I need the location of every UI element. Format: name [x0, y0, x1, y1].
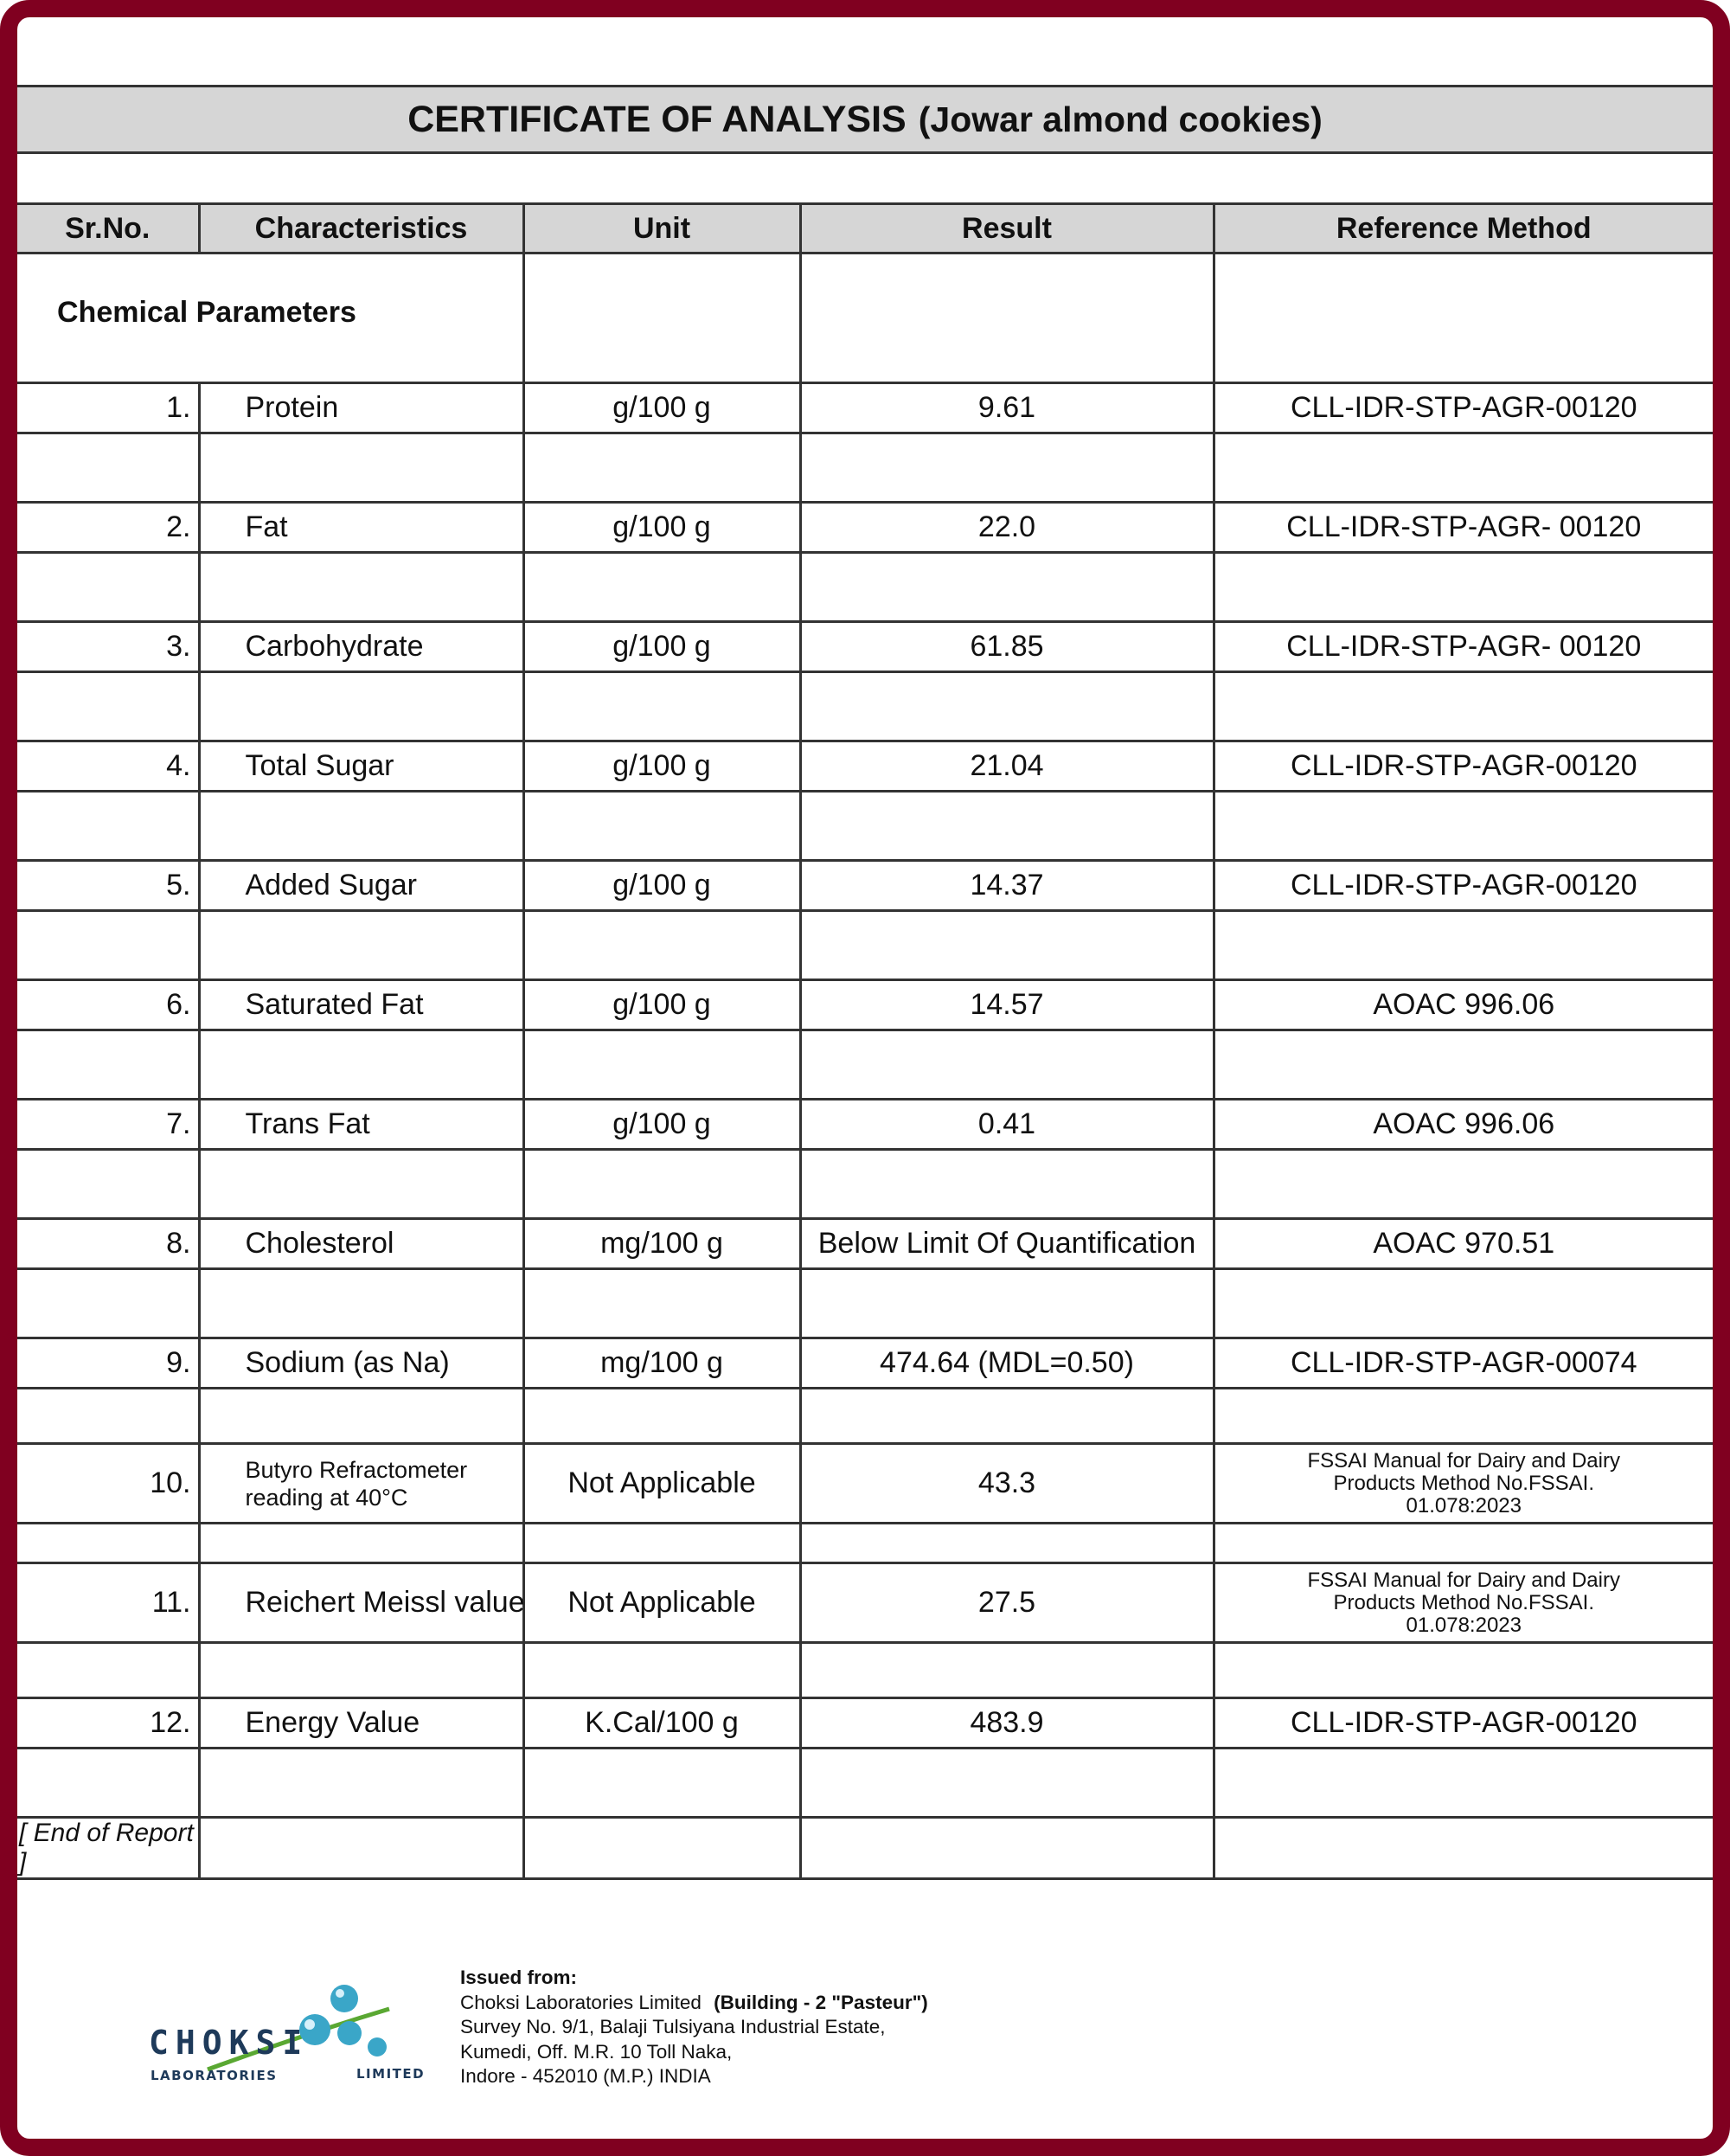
end-row — [17, 1818, 1713, 1879]
characteristic: Sodium (as Na) — [199, 1338, 523, 1389]
sr-no: 9. — [17, 1338, 199, 1389]
table-row — [17, 383, 1713, 433]
end-of-report: [ End of Report ] — [17, 1818, 199, 1879]
sr-no: 4. — [17, 741, 199, 792]
spacer-row — [17, 672, 1713, 741]
address-line: Kumedi, Off. M.R. 10 Toll Naka, — [460, 2040, 733, 2063]
sr-no: 7. — [17, 1100, 199, 1150]
product-name: (Jowar almond cookies) — [918, 99, 1323, 139]
header-unit: Unit — [523, 204, 800, 253]
logo-tagline-right: LIMITED — [356, 2066, 426, 2082]
footer — [17, 1933, 1713, 2140]
issued-label: Issued from: — [460, 1967, 578, 1988]
unit: mg/100 g — [523, 1338, 800, 1389]
header-sr-no: Sr.No. — [17, 204, 199, 253]
spacer-row — [17, 1269, 1713, 1338]
unit: g/100 g — [523, 980, 800, 1030]
characteristic: Protein — [199, 383, 523, 433]
sr-no: 3. — [17, 622, 199, 672]
characteristic: Cholesterol — [199, 1219, 523, 1269]
result: 14.57 — [800, 980, 1214, 1030]
table-header-row — [17, 204, 1713, 253]
sr-no: 12. — [17, 1698, 199, 1749]
logo-name: CHOKSI — [149, 2024, 310, 2062]
characteristic: Reichert Meissl value — [199, 1563, 523, 1643]
section-title: Chemical Parameters — [17, 253, 523, 383]
spacer-row — [17, 1389, 1713, 1444]
table-row — [17, 1698, 1713, 1749]
result: 14.37 — [800, 861, 1214, 911]
building-name: (Building - 2 "Pasteur") — [714, 1991, 928, 2013]
characteristic: Saturated Fat — [199, 980, 523, 1030]
spacer-row — [17, 1749, 1713, 1818]
unit: g/100 g — [523, 383, 800, 433]
result: 22.0 — [800, 503, 1214, 553]
reference-method-line: Products Method No.FSSAI. — [1333, 1471, 1594, 1495]
characteristic — [199, 1444, 523, 1524]
unit: mg/100 g — [523, 1219, 800, 1269]
reference-method: CLL-IDR-STP-AGR-00074 — [1214, 1338, 1713, 1389]
unit: Not Applicable — [523, 1444, 800, 1524]
table-row — [17, 503, 1713, 553]
table-row — [17, 980, 1713, 1030]
company-line — [460, 1991, 928, 2016]
reference-method — [1214, 1563, 1713, 1643]
table-row — [17, 622, 1713, 672]
reference-method: AOAC 970.51 — [1214, 1219, 1713, 1269]
reference-method: CLL-IDR-STP-AGR- 00120 — [1214, 503, 1713, 553]
unit: g/100 g — [523, 622, 800, 672]
reference-method-line: FSSAI Manual for Dairy and Dairy — [1307, 1448, 1620, 1473]
reference-method-line: 01.078:2023 — [1406, 1493, 1522, 1518]
reference-method: AOAC 996.06 — [1214, 980, 1713, 1030]
address-line: Survey No. 9/1, Balaji Tulsiyana Industrial Estate, — [460, 2016, 886, 2037]
table-row — [17, 1563, 1713, 1643]
characteristic: Added Sugar — [199, 861, 523, 911]
sr-no: 8. — [17, 1219, 199, 1269]
characteristic: Total Sugar — [199, 741, 523, 792]
characteristic: Energy Value — [199, 1698, 523, 1749]
company-name: Choksi Laboratories Limited — [460, 1991, 702, 2013]
table-row — [17, 1444, 1713, 1524]
characteristic: Fat — [199, 503, 523, 553]
result: 43.3 — [800, 1444, 1214, 1524]
header-reference-method: Reference Method — [1214, 204, 1713, 253]
table-row — [17, 1338, 1713, 1389]
result: 9.61 — [800, 383, 1214, 433]
characteristic: Trans Fat — [199, 1100, 523, 1150]
table-row — [17, 741, 1713, 792]
reference-method: CLL-IDR-STP-AGR-00120 — [1214, 861, 1713, 911]
logo-bubble — [330, 1985, 358, 2012]
issued-from-block — [460, 1966, 928, 2089]
reference-method: CLL-IDR-STP-AGR- 00120 — [1214, 622, 1713, 672]
result: 0.41 — [800, 1100, 1214, 1150]
reference-method: AOAC 996.06 — [1214, 1100, 1713, 1150]
spacer-row — [17, 1030, 1713, 1100]
result: Below Limit Of Quantification — [800, 1219, 1214, 1269]
sr-no: 10. — [17, 1444, 199, 1524]
result: 27.5 — [800, 1563, 1214, 1643]
choksi-logo — [130, 1967, 458, 2097]
logo-bubble — [337, 2021, 362, 2045]
logo-bubble — [368, 2037, 387, 2057]
characteristic-line: reading at 40°C — [245, 1484, 408, 1511]
logo-tagline-left: LABORATORIES — [151, 2068, 278, 2083]
characteristic-line: Butyro Refractometer — [245, 1456, 468, 1483]
unit: g/100 g — [523, 503, 800, 553]
sr-no: 6. — [17, 980, 199, 1030]
reference-method: CLL-IDR-STP-AGR-00120 — [1214, 741, 1713, 792]
spacer-row — [17, 1150, 1713, 1219]
result: 483.9 — [800, 1698, 1214, 1749]
title-bar — [17, 85, 1713, 154]
address-line: Indore - 452010 (M.P.) INDIA — [460, 2065, 711, 2087]
result: 21.04 — [800, 741, 1214, 792]
reference-method: CLL-IDR-STP-AGR-00120 — [1214, 1698, 1713, 1749]
analysis-table — [17, 202, 1713, 1880]
reference-method-line: FSSAI Manual for Dairy and Dairy — [1307, 1568, 1620, 1592]
spacer-row — [17, 1643, 1713, 1698]
table-row — [17, 1219, 1713, 1269]
spacer-row — [17, 792, 1713, 861]
section-row — [17, 253, 1713, 383]
certificate-title: CERTIFICATE OF ANALYSIS — [407, 98, 907, 140]
reference-method — [1214, 1444, 1713, 1524]
result: 474.64 (MDL=0.50) — [800, 1338, 1214, 1389]
characteristic: Carbohydrate — [199, 622, 523, 672]
table-row — [17, 861, 1713, 911]
sr-no: 5. — [17, 861, 199, 911]
reference-method-line: 01.078:2023 — [1406, 1613, 1522, 1637]
spacer-row — [17, 1524, 1713, 1563]
header-result: Result — [800, 204, 1214, 253]
spacer-row — [17, 433, 1713, 503]
table-row — [17, 1100, 1713, 1150]
spacer-row — [17, 911, 1713, 980]
sr-no: 11. — [17, 1563, 199, 1643]
unit: Not Applicable — [523, 1563, 800, 1643]
spacer-row — [17, 553, 1713, 622]
unit: K.Cal/100 g — [523, 1698, 800, 1749]
unit: g/100 g — [523, 861, 800, 911]
result: 61.85 — [800, 622, 1214, 672]
header-characteristics: Characteristics — [199, 204, 523, 253]
reference-method-line: Products Method No.FSSAI. — [1333, 1590, 1594, 1614]
unit: g/100 g — [523, 741, 800, 792]
sr-no: 2. — [17, 503, 199, 553]
sr-no: 1. — [17, 383, 199, 433]
unit: g/100 g — [523, 1100, 800, 1150]
reference-method: CLL-IDR-STP-AGR-00120 — [1214, 383, 1713, 433]
